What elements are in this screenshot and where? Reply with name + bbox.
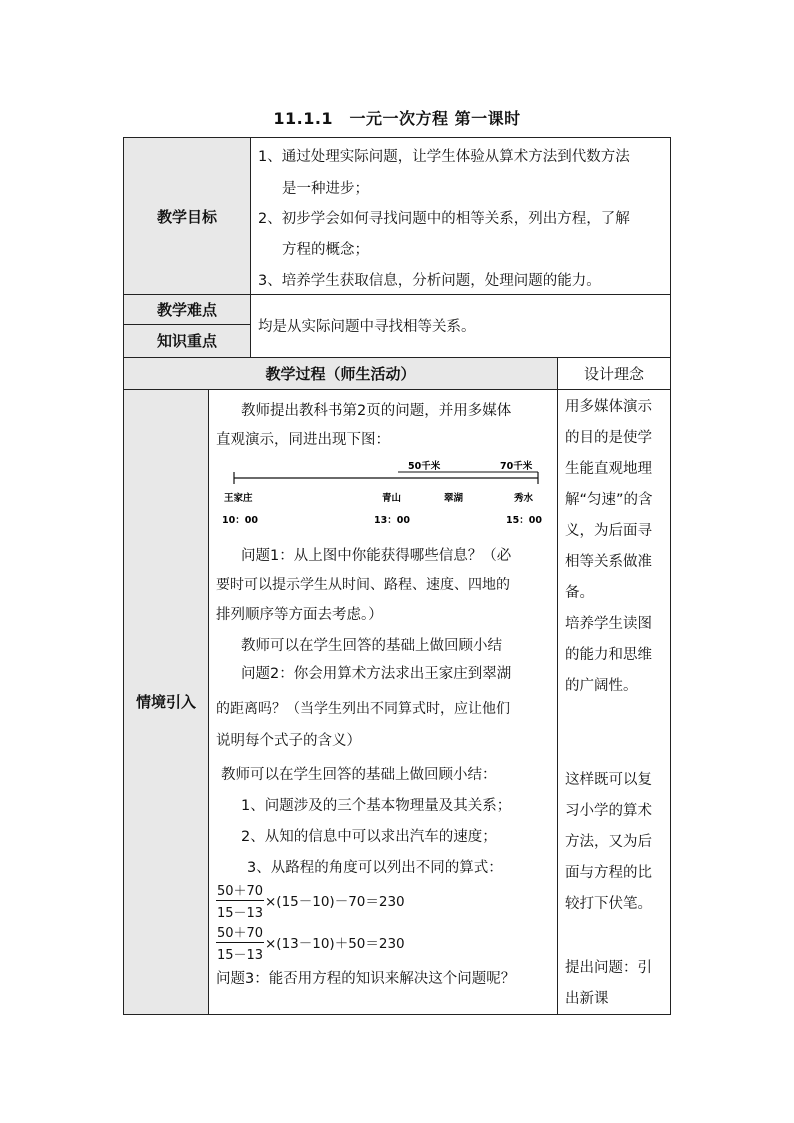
grid-line	[557, 357, 558, 1015]
design-line: 相等关系做准	[565, 554, 652, 570]
question-1-line: 要时可以提示学生从时间、路程、速度、四地的	[216, 577, 510, 593]
place-label: 翠湖	[444, 493, 464, 504]
question-1-line: 排列顺序等方面去考虑。）	[216, 607, 383, 623]
design-line: 出新课	[565, 991, 609, 1007]
design-line: 备。	[565, 585, 594, 601]
place-label: 王家庄	[224, 493, 253, 504]
design-line: 习小学的算术	[565, 803, 652, 819]
objective-line: 是一种进步；	[282, 181, 369, 197]
time-label: 15：00	[506, 515, 542, 526]
fraction-bar	[216, 900, 264, 901]
point-line: 1、问题涉及的三个基本物理量及其关系；	[241, 798, 512, 814]
objective-line: 2、初步学会如何寻找问题中的相等关系，列出方程，了解	[258, 211, 630, 227]
route-diagram	[216, 456, 546, 536]
question-2-line: 问题2：你会用算术方法求出王家庄到翠湖	[241, 666, 512, 682]
speed-label: 50千米	[408, 461, 441, 472]
place-label: 青山	[382, 493, 402, 504]
intro-line: 教师提出教科书第2页的问题，并用多媒体	[241, 403, 512, 419]
keypoint-label: 知识重点	[124, 324, 250, 357]
place-label: 秀水	[514, 493, 534, 504]
point-line: 2、从知的信息中可以求出汽车的速度；	[241, 829, 497, 845]
objectives-label: 教学目标	[124, 138, 250, 294]
design-line: 用多媒体演示	[565, 399, 652, 415]
grid-line	[123, 389, 671, 390]
question-3: 问题3：能否用方程的知识来解决这个问题呢？	[216, 971, 516, 987]
design-line: 的广阔性。	[565, 678, 638, 694]
grid-line	[123, 324, 250, 325]
table-border-top	[123, 137, 671, 138]
formula-2-fraction	[216, 922, 264, 963]
table-border-right	[670, 137, 671, 1015]
design-line: 的能力和思维	[565, 647, 652, 663]
formula-1-rest: ×(15－10)－70＝230	[265, 894, 405, 910]
formula-1-numerator: 50＋70	[216, 884, 264, 899]
summary-line: 教师可以在学生回答的基础上做回顾小结	[241, 638, 502, 654]
design-line: 方法，又为后	[565, 834, 652, 850]
objective-line: 方程的概念；	[282, 242, 369, 258]
fraction-bar	[216, 942, 264, 943]
question-2-line: 的距离吗？（当学生列出不同算式时，应让他们	[216, 701, 510, 717]
point-line: 3、从路程的角度可以列出不同的算式：	[247, 860, 503, 876]
design-line: 这样既可以复	[565, 772, 652, 788]
grid-line	[208, 389, 209, 1015]
difficulty-label: 教学难点	[124, 294, 250, 324]
difficulty-text: 均是从实际问题中寻找相等关系。	[258, 319, 476, 335]
design-line: 义，为后面寻	[565, 523, 652, 539]
formula-1-fraction	[216, 880, 264, 921]
design-note-1	[565, 392, 669, 702]
design-header: 设计理念	[583, 364, 644, 383]
design-line: 培养学生读图	[565, 616, 652, 632]
design-line: 面与方程的比	[565, 865, 652, 881]
document-title: 11.1.1 一元一次方程 第一课时	[273, 109, 521, 128]
time-label: 10：00	[222, 515, 258, 526]
formula-2-rest: ×(13－10)＋50＝230	[265, 936, 405, 952]
formula-1-denominator: 15－13	[216, 906, 264, 921]
formula-2-denominator: 15－13	[216, 948, 264, 963]
table-border-left	[123, 137, 124, 1015]
question-2-line: 说明每个式子的含义）	[216, 733, 361, 749]
process-header: 教学过程（师生活动）	[124, 357, 557, 389]
objective-line: 1、通过处理实际问题，让学生体验从算术方法到代数方法	[258, 149, 630, 165]
design-line: 较打下伏笔。	[565, 896, 652, 912]
formula-2-numerator: 50＋70	[216, 926, 264, 941]
grid-line	[123, 294, 671, 295]
design-note-2	[565, 765, 669, 920]
grid-line	[123, 357, 671, 358]
design-line: 的目的是使学	[565, 430, 652, 446]
grid-line	[250, 137, 251, 357]
section-label: 情境引入	[124, 389, 208, 1014]
design-note-3	[565, 953, 669, 1015]
objective-line: 3、培养学生获取信息，分析问题，处理问题的能力。	[258, 273, 601, 289]
time-label: 13：00	[374, 515, 410, 526]
speed-label: 70千米	[500, 461, 533, 472]
design-line: 提出问题：引	[565, 960, 652, 976]
design-line: 解“匀速”的含	[565, 492, 653, 508]
intro-line: 直观演示，同进出现下图：	[216, 432, 390, 448]
question-1-line: 问题1：从上图中你能获得哪些信息？（必	[241, 548, 512, 564]
summary-line: 教师可以在学生回答的基础上做回顾小结：	[221, 767, 497, 783]
design-line: 生能直观地理	[565, 461, 652, 477]
